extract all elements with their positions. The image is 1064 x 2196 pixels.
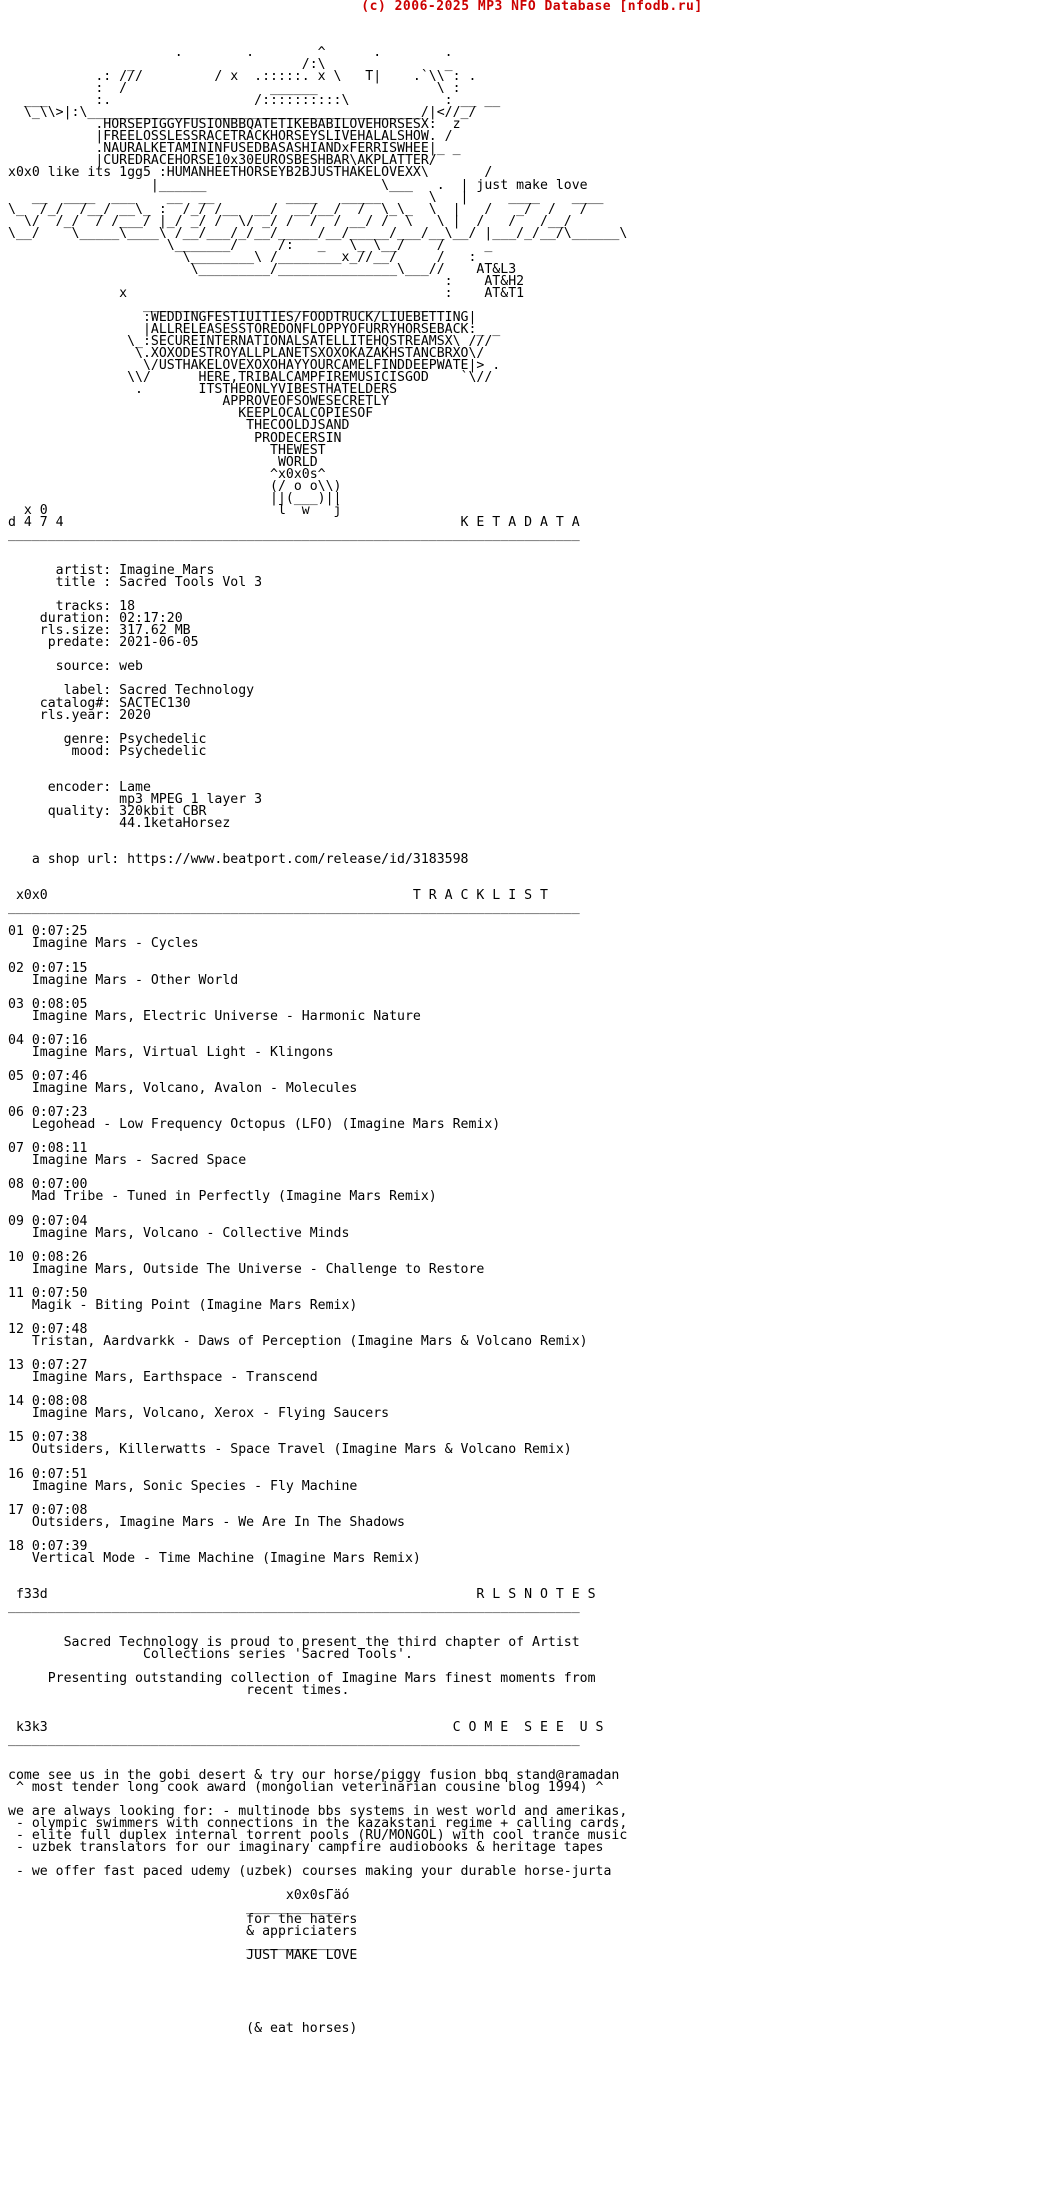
metadata-block: artist: Imagine Mars title : Sacred Tools Vol 3 tracks: 18 duration: 02:17:20 rls.size: 317.62 MB predate: 2021-06-05 source: web label: Sacred Technology catalog#: SACTEC130 rls.year: 2020 genre: Psychedelic mood: Psychedelic encoder: Lame mp3 MPEG 1 layer 3 quality: 320kbit CBR 44.1ketaHorsez a shop url: https://www.beatport.com/release/id/3183598 x0x0 T R A C K L I S T ________________________________________________________________________ <box>8 563 580 916</box>
contact-block: k3k3 C O M E S E E U S ________________________________________________________________________ come see us in the gobi desert & try our horse/piggy fusion bbq stand@ramadan ^ most tender long cook award (mongolian veterinarian cousine blog 1994) ^ we are always looking for: - multinode bbs systems in west world and amerikas, - olympic swimmers with connections in the kazakstani regime + calling cards, - elite full duplex internal torrent pools (RU/MONGOL) with cool trance music - uzbek translators for our imaginary campfire audiobooks & heritage tapes - we offer fast paced udemy (uzbek) courses making your durable horse-jurta x0x0sГäó ____________ for the haters & appriciaters ____________ JUST MAKE LOVE (& eat horses) <box>8 1719 628 2036</box>
tracklist-block: 01 0:07:25 Imagine Mars - Cycles 02 0:07:15 Imagine Mars - Other World 03 0:08:05 Imagine Mars, Electric Universe - Harmonic Nature 04 0:07:16 Imagine Mars, Virtual Light - Klingons 05 0:07:46 Imagine Mars, Volcano, Avalon - Molecules 06 0:07:23 Legohead - Low Frequency Octopus (LFO) (Imagine Mars Remix) 07 0:08:11 Imagine Mars - Sacred Space 08 0:07:00 Mad Tribe - Tuned in Perfectly (Imagine Mars Remix) 09 0:07:04 Imagine Mars, Volcano - Collective Minds 10 0:08:26 Imagine Mars, Outside The Universe - Challenge to Restore 11 0:07:50 Magik - Biting Point (Imagine Mars Remix) 12 0:07:48 Tristan, Aardvarkk - Daws of Perception (Imagine Mars & Volcano Remix) 13 0:07:27 Imagine Mars, Earthspace - Transcend 14 0:08:08 Imagine Mars, Volcano, Xerox - Flying Saucers 15 0:07:38 Outsiders, Killerwatts - Space Travel (Imagine Mars & Volcano Remix) 16 0:07:51 Imagine Mars, Sonic Species - Fly Machine 17 0:07:08 Outsiders, Imagine Mars - We Are In The Shadows 18 0:07:39 Vertical Mode - Time Machine (Imagine Mars Remix) <box>8 924 588 1566</box>
release-notes-block: f33d R L S N O T E S ________________________________________________________________________ Sacred Technology is proud to present the third chapter of Artist Collections series 'Sacred Tools'. Presenting outstanding collection of Imagine Mars finest moments from recent times. <box>8 1587 596 1699</box>
ascii-art-banner: . . ^ . . _ /:\ _ .: /// / x .:::::. x \ T| .`\\ : . : / ______ \ : ___ :. /::::::::::\ : __ __ \_\\>|:\__________________________________________/|<//_/ .HORSEPIGGYFUSIONBBQATETIKEBABILOVEHORSESX: z |FREELOSSLESSRACETRACKHORSEYSLIVEHALALSHOW. / .NAURALKETAMININFUSEDBASASHIANDxFERRISWHEE|_ _ |CUREDRACEHORSE10x30EUROSBESHBAR\AKPLATTER/ x0x0 like its 1gg5 :HUMANHEETHORSEYB2BJUSTHAKELOVEXX\ / |______ \___ . | just make love __ ____ ___ __ __ ____ _____ \ | ____ ____ \_ /_/ /__/ __\_ : /_/ /__ __/ __/__/ / \_\_ \ | / _/ / / \/ /_/ / /___/ |_/ _/ / \/ _/ / / / __/ / \ \ | / / /__/ \__/ \_____\____\ /__/___/_/__/_____/__/_____/___/__\__/ |___/_/__/\______\ \_______/ /: _ \_ \__/ / _ \________\ /________x_//__/ / : \_________/_______________\___// AT&L3 : AT&H2 x : AT&T1 ____________________________________ :WEDDINGFESTIUITIES/FOODTRUCK/LIUEBETTING| |ALLRELEASESSTOREDONFLOPPYOFURRYHORSEBACK:_ _ \_:SECUREINTERNATIONALSATELLITEHQSTREAMSX\ /// \.XOXODESTROYALLPLANETSXOXOKAZAKHSTANCBRXO\/ \/USTHAKELOVEXOXOHAYYOURCAMELFINDDEEPWATE|> . \\/ HERE,TRIBALCAMPFIREMUSICISGOD `\// . ITSTHEONLYVIBESTHATELDERS APPROVEOFSOWESECRETLY KEEPLOCALCOPIESOF THECOOLDJSAND PRODECERSIN THEWEST WORLD ^x0x0s^ (/ o o\\) ||(___)|| x 0 l w j d 4 7 4 K E T A D A T A ________________________________________________________________________ <box>8 45 628 542</box>
nfo-document <box>8 47 627 2035</box>
site-header: (c) 2006-2025 MP3 NFO Database [nfodb.ru] <box>361 0 703 14</box>
